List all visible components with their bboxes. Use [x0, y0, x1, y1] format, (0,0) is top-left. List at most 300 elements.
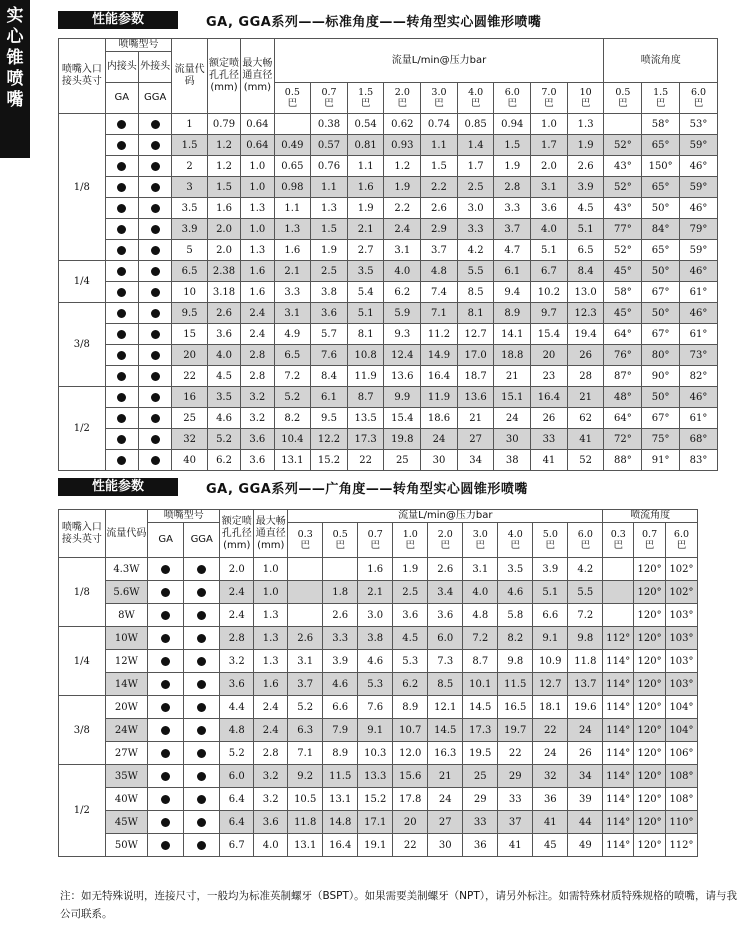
spray-angle-cell: 110°	[665, 811, 697, 834]
header-free-passage	[254, 510, 288, 558]
free-passage-cell: 1.3	[254, 650, 288, 673]
spray-angle-cell: 50°	[642, 198, 680, 219]
spray-angle-cell: 65°	[642, 240, 680, 261]
pressure-value: 1.5	[653, 87, 669, 98]
availability-dot-icon	[151, 246, 160, 255]
pressure-header	[323, 523, 358, 558]
ga-availability-cell	[105, 198, 138, 219]
table-row	[59, 650, 698, 673]
flow-value-cell: 24	[533, 742, 568, 765]
flow-value-cell: 0.98	[274, 177, 311, 198]
flow-value-cell: 1.8	[323, 581, 358, 604]
flow-value-cell: 26	[531, 408, 568, 429]
availability-dot-icon	[151, 393, 160, 402]
pressure-unit: 巴	[475, 540, 486, 551]
flow-value-cell: 45	[533, 834, 568, 857]
availability-dot-icon	[161, 749, 170, 758]
flow-code-cell: 3.9	[172, 219, 208, 240]
pressure-value: 5.0	[542, 529, 558, 540]
angle-pressure-header	[665, 523, 697, 558]
orifice-diameter-cell: 1.5	[207, 177, 240, 198]
spray-angle-cell: 114°	[603, 742, 634, 765]
table-standard-angle	[58, 38, 718, 471]
pressure-value: 4.0	[468, 87, 484, 98]
table-row	[59, 198, 718, 219]
gga-availability-cell	[138, 429, 171, 450]
free-passage-cell: 1.0	[254, 581, 288, 604]
angle-pressure-header	[634, 523, 666, 558]
flow-value-cell: 22	[347, 450, 384, 471]
flow-value-cell: 13.0	[567, 282, 604, 303]
flow-value-cell: 1.9	[311, 240, 348, 261]
availability-dot-icon	[197, 749, 206, 758]
flow-value-cell: 13.5	[347, 408, 384, 429]
gga-availability-cell	[138, 114, 171, 135]
flow-value-cell: 13.3	[358, 765, 393, 788]
ga-availability-cell	[105, 135, 138, 156]
gga-availability-cell	[138, 366, 171, 387]
flow-value-cell: 7.3	[428, 650, 463, 673]
flow-value-cell: 24	[494, 408, 531, 429]
pressure-unit: 巴	[287, 98, 298, 109]
spray-angle-cell: 120°	[634, 558, 666, 581]
availability-dot-icon	[161, 818, 170, 827]
pressure-value: 0.7	[642, 529, 658, 540]
header-ga: GA	[148, 523, 184, 558]
flow-code-cell: 2	[172, 156, 208, 177]
pressure-unit: 巴	[507, 98, 518, 109]
inlet-size-cell: 1/8	[59, 114, 106, 261]
flow-value-cell: 10.7	[393, 719, 428, 742]
availability-dot-icon	[197, 565, 206, 574]
availability-dot-icon	[197, 611, 206, 620]
angle-pressure-header	[642, 83, 680, 114]
pressure-header	[531, 83, 568, 114]
flow-value-cell: 7.4	[421, 282, 458, 303]
flow-value-cell: 2.2	[421, 177, 458, 198]
availability-dot-icon	[161, 841, 170, 850]
free-passage-unit: (mm)	[257, 539, 285, 551]
spray-angle-cell: 46°	[680, 156, 718, 177]
gga-availability-cell	[138, 219, 171, 240]
spray-angle-cell: 61°	[680, 408, 718, 429]
header-ga: GA	[105, 83, 138, 114]
flow-value-cell: 3.7	[421, 240, 458, 261]
gga-availability-cell	[138, 408, 171, 429]
flow-value-cell: 0.94	[494, 114, 531, 135]
orifice-diameter-cell: 6.0	[220, 765, 254, 788]
flow-value-cell: 4.8	[463, 604, 498, 627]
flow-value-cell: 8.9	[494, 303, 531, 324]
ga-availability-cell	[148, 834, 184, 857]
table-row	[59, 788, 698, 811]
ga-availability-cell	[148, 696, 184, 719]
flow-value-cell: 9.1	[533, 627, 568, 650]
gga-availability-cell	[184, 834, 220, 857]
flow-value-cell: 5.9	[384, 303, 421, 324]
pressure-value: 2.0	[394, 87, 410, 98]
flow-value-cell: 3.1	[463, 558, 498, 581]
flow-value-cell: 5.2	[274, 387, 311, 408]
free-passage-cell: 3.6	[254, 811, 288, 834]
spray-angle-cell: 102°	[665, 581, 697, 604]
flow-code-cell: 20	[172, 345, 208, 366]
gga-availability-cell	[138, 135, 171, 156]
flow-code-cell: 40W	[105, 788, 147, 811]
availability-dot-icon	[197, 703, 206, 712]
flow-value-cell: 5.5	[568, 581, 603, 604]
pressure-unit: 巴	[655, 98, 666, 109]
flow-value-cell: 36	[533, 788, 568, 811]
flow-value-cell: 2.6	[288, 627, 323, 650]
flow-value-cell: 8.4	[567, 261, 604, 282]
flow-value-cell: 4.2	[568, 558, 603, 581]
flow-value-cell: 2.1	[274, 261, 311, 282]
table-row	[59, 719, 698, 742]
ga-availability-cell	[105, 387, 138, 408]
free-passage-cell: 2.4	[254, 696, 288, 719]
free-passage-cell: 0.64	[241, 114, 274, 135]
ga-availability-cell	[148, 765, 184, 788]
flow-value-cell: 5.7	[311, 324, 348, 345]
spray-angle-cell: 114°	[603, 673, 634, 696]
availability-dot-icon	[151, 435, 160, 444]
spray-angle-cell: 61°	[680, 282, 718, 303]
header-flow: 流量L/min@压力bar	[288, 510, 603, 523]
availability-dot-icon	[197, 657, 206, 666]
flow-code-cell: 32	[172, 429, 208, 450]
flow-code-cell: 50W	[105, 834, 147, 857]
header-orifice	[207, 39, 240, 114]
flow-value-cell: 0.57	[311, 135, 348, 156]
pressure-header	[498, 523, 533, 558]
side-tab-char: 锥	[6, 48, 24, 68]
pressure-value: 0.5	[332, 529, 348, 540]
flow-value-cell: 6.7	[531, 261, 568, 282]
spray-angle-cell: 43°	[604, 198, 642, 219]
flow-value-cell: 33	[463, 811, 498, 834]
flow-value-cell: 30	[421, 450, 458, 471]
flow-value-cell: 2.6	[323, 604, 358, 627]
table-row	[59, 408, 718, 429]
availability-dot-icon	[197, 772, 206, 781]
flow-code-cell: 9.5	[172, 303, 208, 324]
availability-dot-icon	[161, 726, 170, 735]
flow-value-cell: 19.6	[568, 696, 603, 719]
flow-value-cell: 15.6	[393, 765, 428, 788]
ga-availability-cell	[148, 604, 184, 627]
availability-dot-icon	[197, 588, 206, 597]
flow-value-cell: 5.4	[347, 282, 384, 303]
gga-availability-cell	[184, 673, 220, 696]
table-row	[59, 429, 718, 450]
flow-code-cell: 1.5	[172, 135, 208, 156]
ga-availability-cell	[105, 240, 138, 261]
spray-angle-cell: 87°	[604, 366, 642, 387]
gga-availability-cell	[184, 558, 220, 581]
flow-value-cell: 6.6	[323, 696, 358, 719]
flow-code-cell: 20W	[105, 696, 147, 719]
flow-value-cell: 14.5	[428, 719, 463, 742]
flow-value-cell: 11.9	[421, 387, 458, 408]
free-passage-cell: 1.6	[241, 282, 274, 303]
pressure-header	[568, 523, 603, 558]
free-passage-cell: 1.6	[241, 261, 274, 282]
flow-value-cell: 1.3	[311, 198, 348, 219]
flow-value-cell: 29	[463, 788, 498, 811]
free-passage-cell: 4.0	[254, 834, 288, 857]
flow-value-cell: 13.6	[457, 387, 494, 408]
flow-value-cell: 13.7	[568, 673, 603, 696]
flow-value-cell: 2.1	[358, 581, 393, 604]
header-angle: 喷流角度	[603, 510, 698, 523]
free-passage-cell: 3.2	[241, 387, 274, 408]
flow-code-cell: 27W	[105, 742, 147, 765]
spray-angle-cell: 46°	[680, 387, 718, 408]
flow-value-cell: 10.9	[533, 650, 568, 673]
flow-value-cell: 3.3	[323, 627, 358, 650]
availability-dot-icon	[151, 288, 160, 297]
orifice-diameter-cell: 4.8	[220, 719, 254, 742]
free-passage-cell: 0.64	[241, 135, 274, 156]
pressure-value: 0.3	[610, 529, 626, 540]
pressure-unit: 巴	[370, 540, 380, 551]
table-row	[59, 811, 698, 834]
availability-dot-icon	[161, 680, 170, 689]
flow-value-cell: 14.5	[463, 696, 498, 719]
spray-angle-cell: 120°	[634, 696, 666, 719]
flow-value-cell: 1.7	[457, 156, 494, 177]
flow-value-cell: 4.6	[358, 650, 393, 673]
flow-value-cell: 9.4	[494, 282, 531, 303]
flow-value-cell: 6.3	[288, 719, 323, 742]
orifice-diameter-cell: 2.8	[220, 627, 254, 650]
availability-dot-icon	[117, 414, 126, 423]
flow-value-cell: 36	[463, 834, 498, 857]
flow-value-cell: 27	[457, 429, 494, 450]
spray-angle-cell: 45°	[604, 303, 642, 324]
pressure-header	[421, 83, 458, 114]
orifice-diameter-cell: 4.6	[207, 408, 240, 429]
spray-angle-cell: 103°	[665, 604, 697, 627]
free-passage-cell: 1.3	[241, 198, 274, 219]
ga-availability-cell	[105, 366, 138, 387]
table2-title: GA, GGA系列——广角度——转角型实心圆锥形喷嘴	[206, 481, 528, 497]
flow-value-cell: 41	[567, 429, 604, 450]
spray-angle-cell: 50°	[642, 387, 680, 408]
orifice-diameter-cell: 0.79	[207, 114, 240, 135]
header-model: 喷嘴型号	[105, 39, 172, 52]
flow-value-cell: 7.6	[358, 696, 393, 719]
flow-value-cell: 22	[393, 834, 428, 857]
flow-value-cell: 1.4	[457, 135, 494, 156]
ga-availability-cell	[105, 450, 138, 471]
gga-availability-cell	[138, 345, 171, 366]
flow-value-cell: 1.9	[494, 156, 531, 177]
flow-value-cell: 9.8	[568, 627, 603, 650]
flow-value-cell: 21	[457, 408, 494, 429]
flow-value-cell: 5.8	[498, 604, 533, 627]
availability-dot-icon	[151, 414, 160, 423]
free-passage-label: 最大畅通直径	[242, 58, 273, 81]
flow-value-cell: 1.6	[358, 558, 393, 581]
flow-value-cell: 34	[568, 765, 603, 788]
flow-value-cell: 21	[428, 765, 463, 788]
flow-value-cell: 2.1	[347, 219, 384, 240]
gga-availability-cell	[184, 742, 220, 765]
availability-dot-icon	[117, 162, 126, 171]
header-row	[59, 523, 698, 558]
availability-dot-icon	[161, 565, 170, 574]
header-inlet: 喷嘴入口接头英寸	[59, 39, 106, 114]
table-row	[59, 303, 718, 324]
orifice-diameter-cell: 4.4	[220, 696, 254, 719]
orifice-diameter-cell: 2.6	[207, 303, 240, 324]
pressure-unit: 巴	[470, 98, 481, 109]
orifice-diameter-cell: 6.7	[220, 834, 254, 857]
flow-value-cell: 7.1	[421, 303, 458, 324]
spray-angle-cell: 114°	[603, 811, 634, 834]
table2-tag: 性能参数	[58, 478, 178, 496]
flow-value-cell: 12.3	[567, 303, 604, 324]
flow-value-cell: 26	[567, 345, 604, 366]
pressure-header	[358, 523, 393, 558]
spray-angle-cell: 79°	[680, 219, 718, 240]
flow-value-cell: 10.1	[463, 673, 498, 696]
flow-code-cell: 10W	[105, 627, 147, 650]
flow-value-cell: 1.5	[421, 156, 458, 177]
availability-dot-icon	[161, 795, 170, 804]
flow-value-cell: 2.5	[457, 177, 494, 198]
flow-value-cell: 2.5	[311, 261, 348, 282]
inlet-size-cell: 3/8	[59, 303, 106, 387]
inlet-size-cell: 1/2	[59, 765, 106, 857]
flow-value-cell: 13.1	[274, 450, 311, 471]
table-row	[59, 261, 718, 282]
flow-code-cell: 8W	[105, 604, 147, 627]
pressure-unit: 巴	[693, 98, 704, 109]
availability-dot-icon	[117, 141, 126, 150]
gga-availability-cell	[184, 604, 220, 627]
table-row	[59, 742, 698, 765]
spray-angle-cell: 46°	[680, 303, 718, 324]
free-passage-cell: 1.3	[254, 627, 288, 650]
flow-code-cell: 4.3W	[105, 558, 147, 581]
flow-value-cell: 19.8	[384, 429, 421, 450]
table-row	[59, 696, 698, 719]
flow-value-cell: 6.2	[393, 673, 428, 696]
flow-value-cell: 0.62	[384, 114, 421, 135]
flow-value-cell: 4.7	[494, 240, 531, 261]
flow-value-cell: 2.5	[393, 581, 428, 604]
flow-value-cell: 15.1	[494, 387, 531, 408]
flow-value-cell: 26	[568, 742, 603, 765]
flow-value-cell: 3.8	[358, 627, 393, 650]
table-row	[59, 345, 718, 366]
pressure-header	[274, 83, 311, 114]
spray-angle-cell: 102°	[665, 558, 697, 581]
pressure-value: 2.0	[437, 529, 453, 540]
spray-angle-cell: 120°	[634, 673, 666, 696]
flow-value-cell: 7.2	[274, 366, 311, 387]
spray-angle-cell: 59°	[680, 240, 718, 261]
side-tab-char: 心	[6, 27, 24, 47]
flow-value-cell: 10.5	[288, 788, 323, 811]
availability-dot-icon	[117, 435, 126, 444]
free-passage-cell: 3.2	[254, 788, 288, 811]
spray-angle-cell: 88°	[604, 450, 642, 471]
orifice-diameter-cell: 6.2	[207, 450, 240, 471]
availability-dot-icon	[151, 372, 160, 381]
spray-angle-cell: 45°	[604, 261, 642, 282]
availability-dot-icon	[151, 267, 160, 276]
flow-value-cell: 1.3	[567, 114, 604, 135]
flow-value-cell	[288, 558, 323, 581]
orifice-diameter-cell: 3.6	[207, 324, 240, 345]
availability-dot-icon	[197, 680, 206, 689]
flow-value-cell: 0.54	[347, 114, 384, 135]
flow-value-cell: 23	[531, 366, 568, 387]
flow-value-cell: 16.3	[428, 742, 463, 765]
flow-value-cell: 2.4	[384, 219, 421, 240]
free-passage-cell: 2.8	[254, 742, 288, 765]
spray-angle-cell: 58°	[604, 282, 642, 303]
pressure-header	[384, 83, 421, 114]
flow-value-cell: 14.9	[421, 345, 458, 366]
flow-value-cell: 4.0	[463, 581, 498, 604]
spray-angle-cell: 120°	[634, 811, 666, 834]
flow-value-cell: 1.9	[393, 558, 428, 581]
flow-value-cell: 10.2	[531, 282, 568, 303]
table-row	[59, 219, 718, 240]
spray-angle-cell: 64°	[604, 324, 642, 345]
table-row	[59, 765, 698, 788]
free-passage-label: 最大畅通直径	[255, 515, 286, 539]
pressure-header	[428, 523, 463, 558]
pressure-value: 1.0	[402, 529, 418, 540]
pressure-unit: 巴	[580, 540, 591, 551]
flow-value-cell: 11.5	[498, 673, 533, 696]
availability-dot-icon	[161, 657, 170, 666]
header-code: 流量代码	[105, 510, 147, 558]
flow-value-cell: 4.5	[393, 627, 428, 650]
spray-angle-cell: 83°	[680, 450, 718, 471]
flow-value-cell: 3.6	[311, 303, 348, 324]
free-passage-cell: 3.6	[241, 429, 274, 450]
header-outer-thread: 外接头	[138, 52, 171, 83]
flow-value-cell: 30	[428, 834, 463, 857]
orifice-diameter-cell: 2.4	[220, 604, 254, 627]
availability-dot-icon	[151, 225, 160, 234]
gga-availability-cell	[184, 719, 220, 742]
flow-value-cell: 5.1	[533, 581, 568, 604]
flow-value-cell: 15.2	[358, 788, 393, 811]
flow-code-cell: 16	[172, 387, 208, 408]
availability-dot-icon	[197, 634, 206, 643]
flow-value-cell: 1.1	[347, 156, 384, 177]
spray-angle-cell: 50°	[642, 261, 680, 282]
spray-angle-cell: 103°	[665, 627, 697, 650]
spray-angle-cell: 114°	[603, 719, 634, 742]
flow-value-cell: 3.0	[358, 604, 393, 627]
flow-value-cell: 11.8	[288, 811, 323, 834]
flow-value-cell: 6.2	[384, 282, 421, 303]
flow-value-cell: 12.7	[533, 673, 568, 696]
flow-value-cell: 14.8	[323, 811, 358, 834]
flow-value-cell: 3.7	[494, 219, 531, 240]
gga-availability-cell	[138, 198, 171, 219]
spray-angle-cell: 75°	[642, 429, 680, 450]
